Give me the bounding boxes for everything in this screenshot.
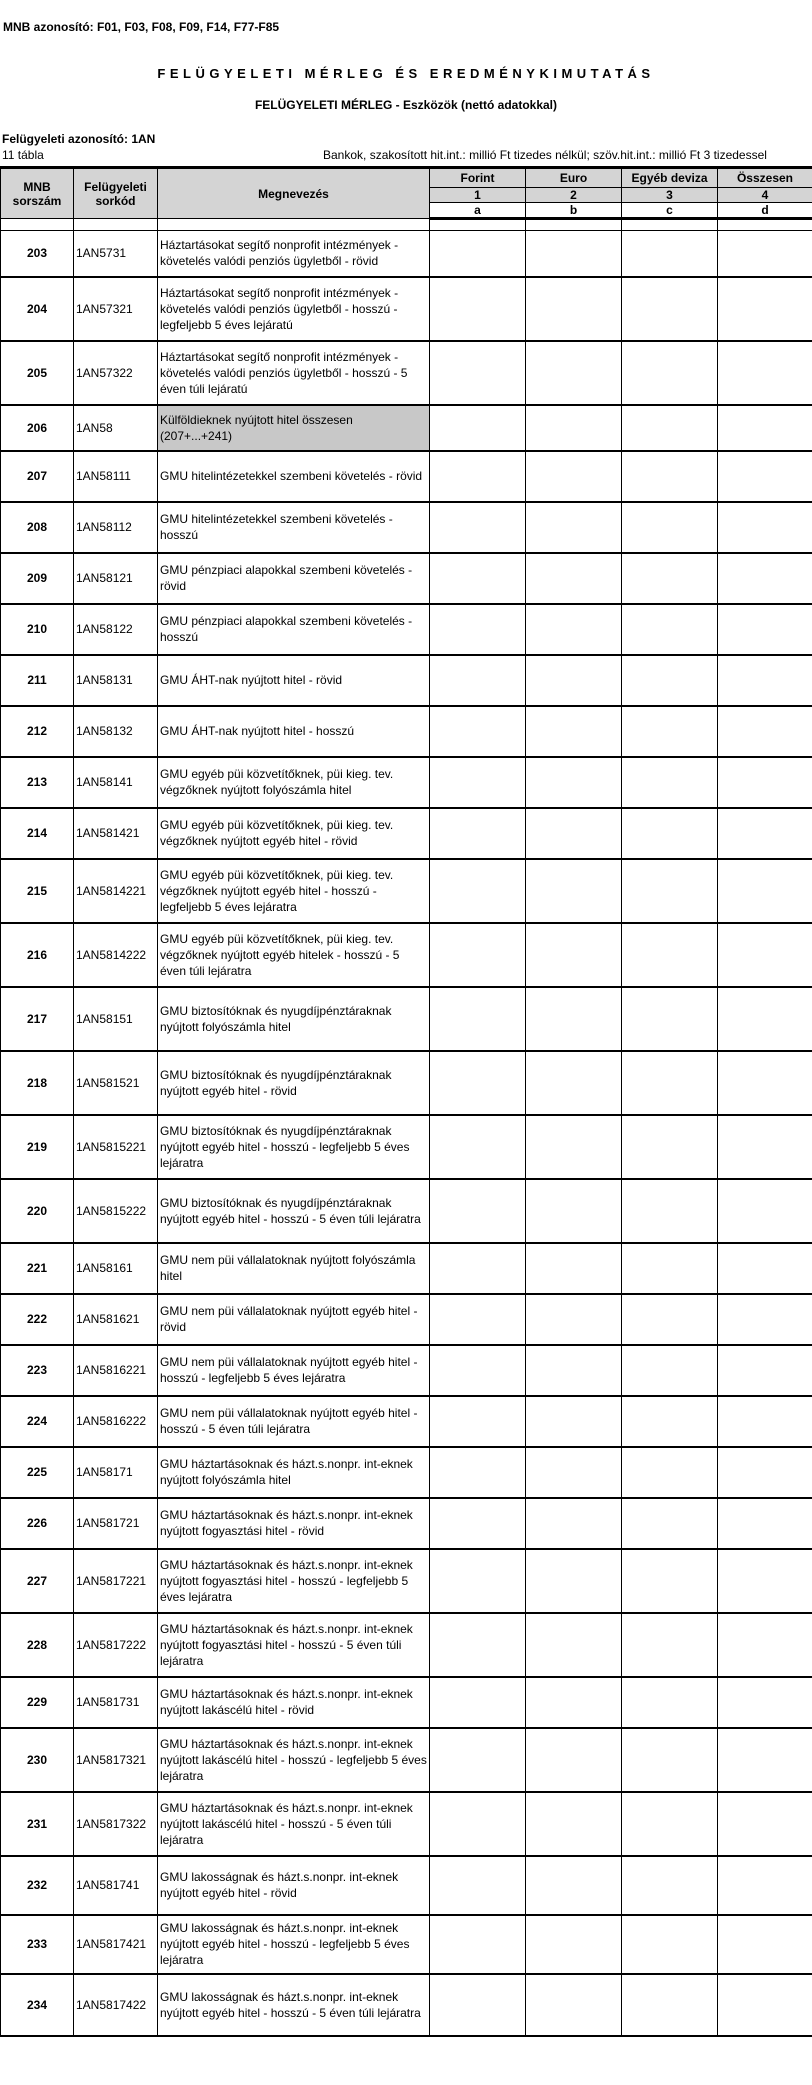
row-mnb-number: 232 (1, 1856, 74, 1915)
other-currency-value-cell (622, 757, 718, 808)
forint-value-cell (430, 553, 526, 604)
total-value-cell (718, 451, 812, 502)
row-code: 1AN58161 (74, 1243, 158, 1294)
row-mnb-number: 228 (1, 1613, 74, 1677)
table-header (1, 168, 812, 231)
other-currency-value-cell (622, 1115, 718, 1179)
total-value-cell (718, 1915, 812, 1974)
row-mnb-number: 217 (1, 987, 74, 1051)
row-code: 1AN581521 (74, 1051, 158, 1115)
table-row (1, 1915, 812, 1974)
other-currency-value-cell (622, 987, 718, 1051)
euro-value-cell (526, 1051, 622, 1115)
row-code: 1AN5817322 (74, 1792, 158, 1856)
col-letter: d (718, 203, 812, 219)
other-currency-value-cell (622, 1345, 718, 1396)
euro-value-cell (526, 277, 622, 341)
row-mnb-number: 226 (1, 1498, 74, 1549)
total-value-cell (718, 1498, 812, 1549)
other-currency-value-cell (622, 604, 718, 655)
total-value-cell (718, 808, 812, 859)
total-value-cell (718, 553, 812, 604)
euro-value-cell (526, 1728, 622, 1792)
other-currency-value-cell (622, 1677, 718, 1728)
row-code: 1AN58131 (74, 655, 158, 706)
euro-value-cell (526, 1294, 622, 1345)
total-value-cell (718, 604, 812, 655)
table-row (1, 808, 812, 859)
row-code: 1AN58151 (74, 987, 158, 1051)
euro-value-cell (526, 341, 622, 405)
row-code: 1AN58111 (74, 451, 158, 502)
row-code: 1AN5731 (74, 231, 158, 277)
row-description: GMU lakosságnak és házt.s.nonpr. int-eknek nyújtott egyéb hitel - rövid (158, 1856, 430, 1915)
row-mnb-number: 220 (1, 1179, 74, 1243)
row-code: 1AN58122 (74, 604, 158, 655)
row-mnb-number: 225 (1, 1447, 74, 1498)
spacer-cell (526, 219, 622, 231)
forint-value-cell (430, 1243, 526, 1294)
forint-value-cell (430, 604, 526, 655)
row-description: GMU ÁHT-nak nyújtott hitel - hosszú (158, 706, 430, 757)
forint-value-cell (430, 231, 526, 277)
row-description: GMU nem püi vállalatoknak nyújtott folyószámla hitel (158, 1243, 430, 1294)
row-code: 1AN58121 (74, 553, 158, 604)
other-currency-value-cell (622, 1243, 718, 1294)
other-currency-value-cell (622, 1613, 718, 1677)
forint-value-cell (430, 1498, 526, 1549)
table-row (1, 1345, 812, 1396)
forint-value-cell (430, 1974, 526, 2036)
row-mnb-number: 212 (1, 706, 74, 757)
forint-value-cell (430, 987, 526, 1051)
forint-value-cell (430, 1613, 526, 1677)
euro-value-cell (526, 1179, 622, 1243)
row-mnb-number: 234 (1, 1974, 74, 2036)
other-currency-value-cell (622, 502, 718, 553)
col-name-header: Megnevezés (158, 168, 430, 219)
other-currency-value-cell (622, 808, 718, 859)
col-letter: b (526, 203, 622, 219)
row-code: 1AN5816222 (74, 1396, 158, 1447)
row-mnb-number: 207 (1, 451, 74, 502)
row-description: GMU háztartásoknak és házt.s.nonpr. int-eknek nyújtott fogyasztási hitel - hosszú - 5 éven túli lejáratra (158, 1613, 430, 1677)
total-value-cell (718, 706, 812, 757)
row-mnb-number: 227 (1, 1549, 74, 1613)
table-row (1, 1115, 812, 1179)
table-row (1, 405, 812, 451)
other-currency-value-cell (622, 1179, 718, 1243)
table-row (1, 1728, 812, 1792)
other-currency-value-cell (622, 277, 718, 341)
row-description: GMU biztosítóknak és nyugdíjpénztáraknak nyújtott folyószámla hitel (158, 987, 430, 1051)
table-row (1, 277, 812, 341)
euro-value-cell (526, 1915, 622, 1974)
row-mnb-number: 206 (1, 405, 74, 451)
forint-value-cell (430, 1856, 526, 1915)
forint-value-cell (430, 859, 526, 923)
table-row (1, 1179, 812, 1243)
table-row (1, 604, 812, 655)
table-row (1, 1294, 812, 1345)
forint-value-cell (430, 1294, 526, 1345)
total-value-cell (718, 1243, 812, 1294)
other-currency-value-cell (622, 1728, 718, 1792)
euro-value-cell (526, 451, 622, 502)
row-description: GMU nem püi vállalatoknak nyújtott egyéb hitel - hosszú - 5 éven túli lejáratra (158, 1396, 430, 1447)
spacer-cell (158, 219, 430, 231)
other-currency-value-cell (622, 231, 718, 277)
other-currency-value-cell (622, 1974, 718, 2036)
forint-value-cell (430, 1447, 526, 1498)
other-currency-value-cell (622, 1498, 718, 1549)
row-code: 1AN5817221 (74, 1549, 158, 1613)
euro-value-cell (526, 655, 622, 706)
row-mnb-number: 222 (1, 1294, 74, 1345)
row-description: GMU egyéb püi közvetítőknek, püi kieg. tev. végzőknek nyújtott egyéb hitelek - hosszú - 5 éven túli lejáratra (158, 923, 430, 987)
forint-value-cell (430, 1396, 526, 1447)
row-mnb-number: 205 (1, 341, 74, 405)
total-value-cell (718, 1345, 812, 1396)
balance-sheet-table (0, 166, 812, 2037)
total-value-cell (718, 655, 812, 706)
forint-value-cell (430, 341, 526, 405)
col-other-currency-header: Egyéb deviza (622, 168, 718, 188)
row-description: GMU egyéb püi közvetítőknek, püi kieg. tev. végzőknek nyújtott folyószámla hitel (158, 757, 430, 808)
total-value-cell (718, 1179, 812, 1243)
row-description: GMU egyéb püi közvetítőknek, püi kieg. tev. végzőknek nyújtott egyéb hitel - rövid (158, 808, 430, 859)
other-currency-value-cell (622, 923, 718, 987)
mnb-identifier: MNB azonosító: F01, F03, F08, F09, F14, F77-F85 (3, 20, 280, 34)
other-currency-value-cell (622, 1856, 718, 1915)
col-euro-header: Euro (526, 168, 622, 188)
total-value-cell (718, 1613, 812, 1677)
row-description: GMU háztartásoknak és házt.s.nonpr. int-eknek nyújtott folyószámla hitel (158, 1447, 430, 1498)
col-mnb-header: MNB sorszám (1, 168, 74, 219)
row-mnb-number: 211 (1, 655, 74, 706)
other-currency-value-cell (622, 405, 718, 451)
other-currency-value-cell (622, 1549, 718, 1613)
row-code: 1AN5817422 (74, 1974, 158, 2036)
total-value-cell (718, 1549, 812, 1613)
table-row (1, 757, 812, 808)
other-currency-value-cell (622, 859, 718, 923)
table-number: 11 tábla (2, 148, 44, 162)
other-currency-value-cell (622, 1792, 718, 1856)
table-row (1, 231, 812, 277)
euro-value-cell (526, 1856, 622, 1915)
row-description: GMU nem püi vállalatoknak nyújtott egyéb hitel - hosszú - legfeljebb 5 éves lejáratra (158, 1345, 430, 1396)
euro-value-cell (526, 1549, 622, 1613)
table-row (1, 1051, 812, 1115)
euro-value-cell (526, 405, 622, 451)
forint-value-cell (430, 808, 526, 859)
other-currency-value-cell (622, 1915, 718, 1974)
row-mnb-number: 209 (1, 553, 74, 604)
row-description: GMU pénzpiaci alapokkal szembeni követelés - rövid (158, 553, 430, 604)
total-value-cell (718, 923, 812, 987)
row-mnb-number: 203 (1, 231, 74, 277)
row-code: 1AN581721 (74, 1498, 158, 1549)
row-code: 1AN58132 (74, 706, 158, 757)
row-mnb-number: 221 (1, 1243, 74, 1294)
table-row (1, 1498, 812, 1549)
euro-value-cell (526, 553, 622, 604)
col-number: 2 (526, 188, 622, 203)
spacer-cell (74, 219, 158, 231)
forint-value-cell (430, 405, 526, 451)
table-row (1, 655, 812, 706)
euro-value-cell (526, 1792, 622, 1856)
forint-value-cell (430, 277, 526, 341)
row-mnb-number: 219 (1, 1115, 74, 1179)
row-description: GMU nem püi vállalatoknak nyújtott egyéb hitel - rövid (158, 1294, 430, 1345)
row-mnb-number: 233 (1, 1915, 74, 1974)
other-currency-value-cell (622, 1051, 718, 1115)
table-row (1, 1613, 812, 1677)
row-description: Háztartásokat segítő nonprofit intézmények - követelés valódi penziós ügyletből - hosszú - legfeljebb 5 éves lejáratú (158, 277, 430, 341)
total-value-cell (718, 1728, 812, 1792)
table-row (1, 1396, 812, 1447)
col-code-header: Felügyeleti sorkód (74, 168, 158, 219)
row-code: 1AN581741 (74, 1856, 158, 1915)
row-mnb-number: 223 (1, 1345, 74, 1396)
total-value-cell (718, 502, 812, 553)
euro-value-cell (526, 859, 622, 923)
spacer-cell (1, 219, 74, 231)
row-code: 1AN581621 (74, 1294, 158, 1345)
row-code: 1AN57322 (74, 341, 158, 405)
table-row (1, 1447, 812, 1498)
other-currency-value-cell (622, 451, 718, 502)
total-value-cell (718, 1792, 812, 1856)
total-value-cell (718, 277, 812, 341)
col-letter: a (430, 203, 526, 219)
other-currency-value-cell (622, 1447, 718, 1498)
row-description: GMU lakosságnak és házt.s.nonpr. int-eknek nyújtott egyéb hitel - hosszú - legfeljebb 5 éves lejáratra (158, 1915, 430, 1974)
forint-value-cell (430, 1728, 526, 1792)
row-description: GMU háztartásoknak és házt.s.nonpr. int-eknek nyújtott lakáscélú hitel - hosszú - 5 éven túli lejáratra (158, 1792, 430, 1856)
table-body (1, 231, 812, 2036)
total-value-cell (718, 341, 812, 405)
col-number: 3 (622, 188, 718, 203)
row-mnb-number: 216 (1, 923, 74, 987)
row-mnb-number: 218 (1, 1051, 74, 1115)
forint-value-cell (430, 1915, 526, 1974)
supervisory-id: Felügyeleti azonosító: 1AN (2, 132, 156, 146)
row-code: 1AN58112 (74, 502, 158, 553)
units-note: Bankok, szakosított hit.int.: millió Ft tizedes nélkül; szöv.hit.int.: millió Ft 3 tizedessel (323, 148, 767, 162)
total-value-cell (718, 1974, 812, 2036)
euro-value-cell (526, 987, 622, 1051)
total-value-cell (718, 757, 812, 808)
row-mnb-number: 208 (1, 502, 74, 553)
total-value-cell (718, 1856, 812, 1915)
row-code: 1AN5815222 (74, 1179, 158, 1243)
table-row (1, 1974, 812, 2036)
euro-value-cell (526, 1345, 622, 1396)
euro-value-cell (526, 1115, 622, 1179)
forint-value-cell (430, 1051, 526, 1115)
row-code: 1AN5817222 (74, 1613, 158, 1677)
table-row (1, 706, 812, 757)
row-code: 1AN581421 (74, 808, 158, 859)
forint-value-cell (430, 502, 526, 553)
spacer-cell (622, 219, 718, 231)
row-description: Háztartásokat segítő nonprofit intézmények - követelés valódi penziós ügyletből - rövid (158, 231, 430, 277)
row-mnb-number: 224 (1, 1396, 74, 1447)
row-description: GMU lakosságnak és házt.s.nonpr. int-eknek nyújtott egyéb hitel - hosszú - 5 éven túli lejáratra (158, 1974, 430, 2036)
row-mnb-number: 204 (1, 277, 74, 341)
forint-value-cell (430, 757, 526, 808)
spacer-cell (718, 219, 812, 231)
row-code: 1AN57321 (74, 277, 158, 341)
page-subtitle: FELÜGYELETI MÉRLEG - Eszközök (nettó adatokkal) (254, 98, 558, 112)
spacer-cell (430, 219, 526, 231)
euro-value-cell (526, 231, 622, 277)
euro-value-cell (526, 1243, 622, 1294)
total-value-cell (718, 1677, 812, 1728)
table-row (1, 1792, 812, 1856)
row-mnb-number: 231 (1, 1792, 74, 1856)
forint-value-cell (430, 1792, 526, 1856)
euro-value-cell (526, 706, 622, 757)
row-code: 1AN581731 (74, 1677, 158, 1728)
table-row (1, 923, 812, 987)
forint-value-cell (430, 1179, 526, 1243)
col-number: 4 (718, 188, 812, 203)
forint-value-cell (430, 923, 526, 987)
forint-value-cell (430, 451, 526, 502)
forint-value-cell (430, 706, 526, 757)
col-letter: c (622, 203, 718, 219)
other-currency-value-cell (622, 341, 718, 405)
row-code: 1AN58171 (74, 1447, 158, 1498)
total-value-cell (718, 1115, 812, 1179)
total-value-cell (718, 1396, 812, 1447)
row-code: 1AN58141 (74, 757, 158, 808)
other-currency-value-cell (622, 655, 718, 706)
row-mnb-number: 215 (1, 859, 74, 923)
row-description: Háztartásokat segítő nonprofit intézmények - követelés valódi penziós ügyletből - hosszú - 5 éven túli lejáratú (158, 341, 430, 405)
forint-value-cell (430, 1345, 526, 1396)
row-mnb-number: 214 (1, 808, 74, 859)
row-code: 1AN5817421 (74, 1915, 158, 1974)
row-mnb-number: 213 (1, 757, 74, 808)
row-description: GMU háztartásoknak és házt.s.nonpr. int-eknek nyújtott lakáscélú hitel - hosszú - legfeljebb 5 éves lejáratra (158, 1728, 430, 1792)
euro-value-cell (526, 923, 622, 987)
euro-value-cell (526, 604, 622, 655)
row-description: GMU biztosítóknak és nyugdíjpénztáraknak nyújtott egyéb hitel - rövid (158, 1051, 430, 1115)
forint-value-cell (430, 655, 526, 706)
row-code: 1AN5814221 (74, 859, 158, 923)
euro-value-cell (526, 1677, 622, 1728)
row-description: GMU biztosítóknak és nyugdíjpénztáraknak nyújtott egyéb hitel - hosszú - legfeljebb 5 éves lejáratra (158, 1115, 430, 1179)
euro-value-cell (526, 1498, 622, 1549)
row-code: 1AN5815221 (74, 1115, 158, 1179)
other-currency-value-cell (622, 1294, 718, 1345)
row-description: GMU ÁHT-nak nyújtott hitel - rövid (158, 655, 430, 706)
row-mnb-number: 229 (1, 1677, 74, 1728)
euro-value-cell (526, 808, 622, 859)
row-code: 1AN5816221 (74, 1345, 158, 1396)
row-description: GMU egyéb püi közvetítőknek, püi kieg. tev. végzőknek nyújtott egyéb hitel - hosszú - legfeljebb 5 éves lejáratra (158, 859, 430, 923)
total-value-cell (718, 1051, 812, 1115)
table-row (1, 1677, 812, 1728)
total-value-cell (718, 859, 812, 923)
other-currency-value-cell (622, 706, 718, 757)
forint-value-cell (430, 1677, 526, 1728)
table-row (1, 1856, 812, 1915)
forint-value-cell (430, 1115, 526, 1179)
row-code: 1AN58 (74, 405, 158, 451)
euro-value-cell (526, 1974, 622, 2036)
page-title: FELÜGYELETI MÉRLEG ÉS EREDMÉNYKIMUTATÁS (157, 66, 655, 81)
total-value-cell (718, 1294, 812, 1345)
total-value-cell (718, 405, 812, 451)
table-row (1, 859, 812, 923)
total-value-cell (718, 231, 812, 277)
euro-value-cell (526, 1613, 622, 1677)
total-value-cell (718, 987, 812, 1051)
row-description: GMU biztosítóknak és nyugdíjpénztáraknak nyújtott egyéb hitel - hosszú - 5 éven túli lejáratra (158, 1179, 430, 1243)
table-row (1, 553, 812, 604)
col-forint-header: Forint (430, 168, 526, 188)
row-mnb-number: 230 (1, 1728, 74, 1792)
row-code: 1AN5817321 (74, 1728, 158, 1792)
forint-value-cell (430, 1549, 526, 1613)
other-currency-value-cell (622, 1396, 718, 1447)
table-row (1, 502, 812, 553)
row-description: Külföldieknek nyújtott hitel összesen (207+...+241) (158, 405, 430, 451)
table-row (1, 1549, 812, 1613)
col-total-header: Összesen (718, 168, 812, 188)
table-row (1, 451, 812, 502)
euro-value-cell (526, 502, 622, 553)
euro-value-cell (526, 757, 622, 808)
table-row (1, 1243, 812, 1294)
table-row (1, 987, 812, 1051)
row-description: GMU háztartásoknak és házt.s.nonpr. int-eknek nyújtott fogyasztási hitel - hosszú - legfeljebb 5 éves lejáratra (158, 1549, 430, 1613)
table-row (1, 341, 812, 405)
row-description: GMU pénzpiaci alapokkal szembeni követelés - hosszú (158, 604, 430, 655)
col-number: 1 (430, 188, 526, 203)
euro-value-cell (526, 1396, 622, 1447)
row-description: GMU háztartásoknak és házt.s.nonpr. int-eknek nyújtott lakáscélú hitel - rövid (158, 1677, 430, 1728)
row-code: 1AN5814222 (74, 923, 158, 987)
row-description: GMU hitelintézetekkel szembeni követelés - hosszú (158, 502, 430, 553)
row-description: GMU háztartásoknak és házt.s.nonpr. int-eknek nyújtott fogyasztási hitel - rövid (158, 1498, 430, 1549)
euro-value-cell (526, 1447, 622, 1498)
row-mnb-number: 210 (1, 604, 74, 655)
total-value-cell (718, 1447, 812, 1498)
other-currency-value-cell (622, 553, 718, 604)
row-description: GMU hitelintézetekkel szembeni követelés - rövid (158, 451, 430, 502)
